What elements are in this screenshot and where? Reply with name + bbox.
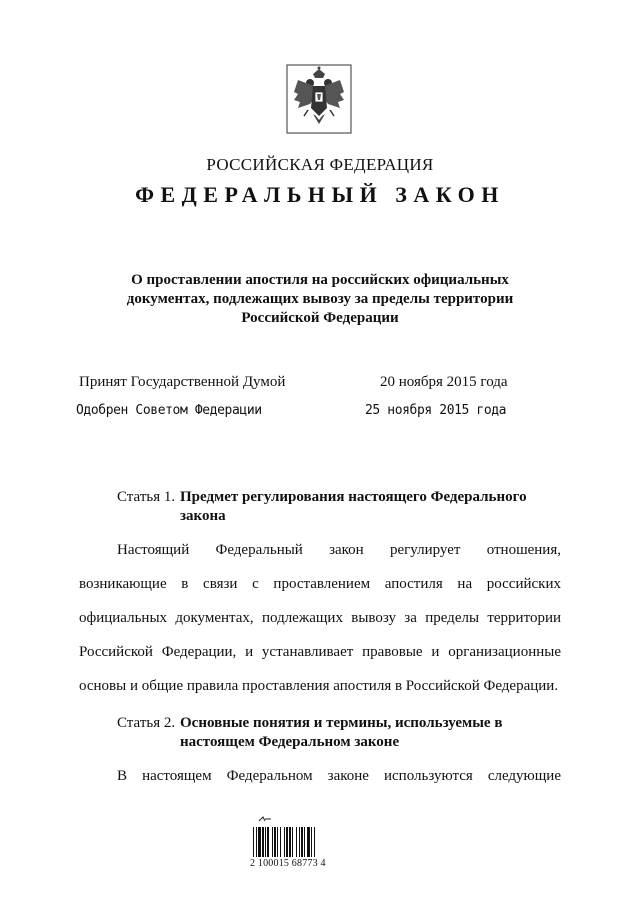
article-number: Статья 2. (117, 715, 176, 731)
article-title (180, 488, 527, 526)
country-name: РОССИЙСКАЯ ФЕДЕРАЦИЯ (206, 155, 434, 174)
article-number: Статья 1. (117, 489, 176, 505)
article-title-line: Предмет регулирования настоящего Федерального (180, 489, 527, 505)
article-title-line: Основные понятия и термины, используемые в (180, 715, 503, 731)
article-2-heading (117, 714, 557, 754)
article-2-body (79, 759, 561, 793)
adopted-label: Принят Государственной Думой (79, 374, 286, 390)
coat-of-arms-icon (286, 64, 352, 134)
paragraph-line: официальных документах, подлежащих вывозу за пределы территории (79, 610, 561, 626)
adopted-date: 20 ноября 2015 года (380, 374, 508, 390)
paragraph-line: Российской Федерации, и устанавливает правовые и организационные (79, 644, 561, 660)
article-title (180, 714, 502, 752)
approved-label: Одобрен Советом Федерации (76, 403, 262, 418)
article-1-heading (117, 488, 557, 528)
paragraph-line: В настоящем Федеральном законе используются следующие (117, 768, 561, 784)
law-title-line: О проставлении апостиля на российских официальных (131, 272, 509, 288)
approved-date: 25 ноября 2015 года (365, 403, 507, 418)
article-title-line: настоящем Федеральном законе (180, 734, 400, 750)
law-title-line: Российской Федерации (241, 310, 399, 326)
paragraph-line: возникающие в связи с проставлением апостиля на российских (79, 576, 561, 592)
paragraph-line: Настоящий Федеральный закон регулирует отношения, (117, 542, 561, 558)
law-title (80, 271, 560, 328)
document-type: ФЕДЕРАЛЬНЫЙ ЗАКОН (135, 182, 505, 207)
article-title-line: закона (180, 508, 226, 524)
article-1-body (79, 533, 561, 703)
barcode-number: 2 100015 68773 4 (250, 858, 326, 869)
paragraph-line: основы и общие правила проставления апостиля в Российской Федерации. (79, 678, 559, 694)
law-title-line: документах, подлежащих вывозу за пределы территории (126, 291, 514, 307)
